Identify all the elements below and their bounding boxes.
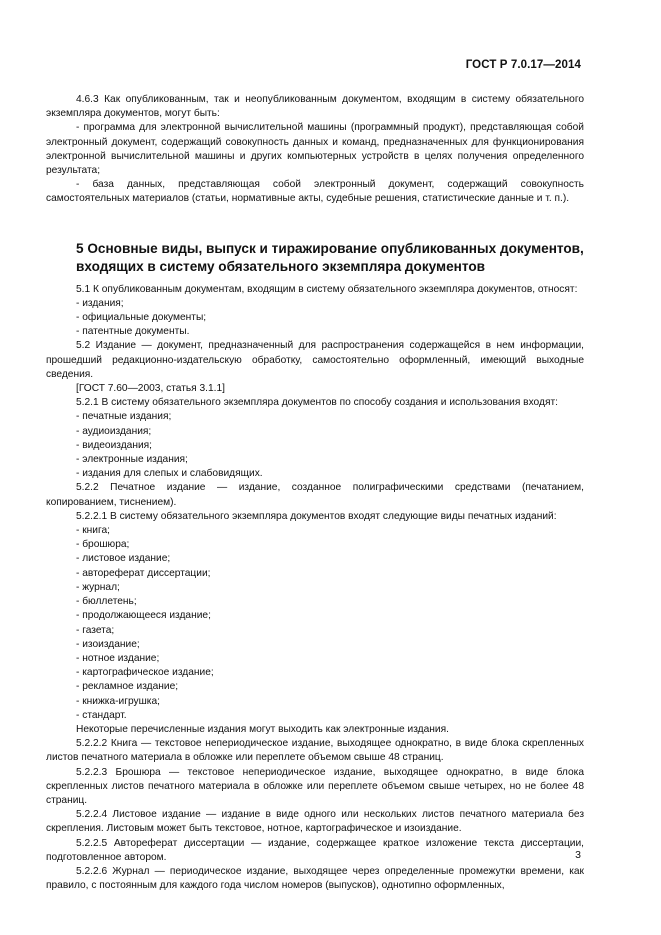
reference-5-2: [ГОСТ 7.60—2003, статья 3.1.1]: [76, 383, 226, 395]
list-item-5-1-official: - официальные документы;: [76, 312, 207, 324]
paragraph-5-1: 5.1 К опубликованным документам, входящим в систему обязательного экземпляра документов, относят:: [76, 283, 578, 295]
list-item-5-2-1: - видеоиздания;: [76, 439, 153, 451]
list-item-5-1-patent: - патентные документы.: [76, 326, 190, 338]
paragraph-5-2-2-1: 5.2.2.1 В систему обязательного экземпляра документов входят следующие виды печатных изданий:: [76, 510, 557, 522]
list-item-5-2-1: - издания для слепых и слабовидящих.: [76, 468, 263, 480]
list-item-5-2-2-1: - стандарт.: [76, 709, 127, 721]
paragraph-5-2-2-3: 5.2.2.3 Брошюра — текстовое непериодическое издание, выходящее однократно, в виде блока скрепленных листов печатного материала в обложке или переплете объемом свыше четырех, но не более 48 страниц.: [46, 766, 584, 806]
paragraph-5-2-2-5: 5.2.2.5 Автореферат диссертации — издание, содержащее краткое изложение текста диссертации, подготовленное автором.: [46, 837, 584, 863]
paragraph-5-2-2-6: 5.2.2.6 Журнал — периодическое издание, выходящее через определенные промежутки времени, как правило, с постоянным для каждого года числом номеров (выпусков), однотипно оформленных,: [46, 865, 584, 892]
list-item-5-1-editions: - издания;: [76, 297, 124, 309]
list-item-5-2-2-1: - брошюра;: [76, 539, 130, 551]
list-item-5-2-2-1: - книжка-игрушка;: [76, 695, 160, 707]
list-item-5-2-2-1: - нотное издание;: [76, 652, 160, 664]
list-item-5-2-2-1: - журнал;: [76, 581, 120, 593]
page-number: 3: [575, 849, 581, 861]
list-item-5-2-2-1: - продолжающееся издание;: [76, 610, 211, 622]
list-item-5-2-1: - аудиоиздания;: [76, 425, 152, 437]
paragraph-4-6-3: 4.6.3 Как опубликованным, так и неопубликованным документом, входящим в систему обязательного экземпляра документов, могут быть:: [46, 94, 584, 120]
list-item-5-2-2-1: - автореферат диссертации;: [76, 567, 211, 579]
paragraph-5-2-2: 5.2.2 Печатное издание — издание, созданное полиграфическими средствами (печатанием, копированием, тиснением).: [46, 482, 584, 508]
paragraph-5-2-2-4: 5.2.2.4 Листовое издание — издание в виде одного или нескольких листов печатного материала без скрепления. Листовым может быть текстовое, нотное, картографическое и изоиздание.: [46, 809, 584, 835]
section-5-title: 5 Основные виды, выпуск и тиражирование опубликованных документов, входящих в систему обязательного экземпляра документов: [76, 240, 584, 274]
list-item-4-6-3-program: - программа для электронной вычислительной машины (программный продукт), представляющая собой электронный документ, содержащий совокупность данных и команд, предназначенных для функционирования электронной вычислительной машины и других компьютерных устройств в целях получения определенного результата;: [46, 122, 584, 177]
list-item-5-2-2-1: - рекламное издание;: [76, 681, 179, 693]
list-item-5-2-2-1: - картографическое издание;: [76, 667, 214, 679]
paragraph-5-2-2-2: 5.2.2.2 Книга — текстовое непериодическое издание, выходящее однократно, в виде блока скрепленных листов печатного материала в обложке или переплете объемом свыше 48 страниц.: [46, 738, 584, 764]
list-item-5-2-2-1: - бюллетень;: [76, 596, 137, 608]
list-item-5-2-1: - печатные издания;: [76, 411, 172, 423]
list-item-4-6-3-database: - база данных, представляющая собой электронный документ, содержащий совокупность самостоятельных материалов (статьи, нормативные акты, судебные решения, статистические данные и т. п.).: [46, 179, 584, 205]
note-electronic-editions: Некоторые перечисленные издания могут выходить как электронные издания.: [76, 723, 449, 735]
list-item-5-2-1: - электронные издания;: [76, 454, 188, 466]
list-item-5-2-2-1: - изоиздание;: [76, 638, 140, 650]
list-item-5-2-2-1: - книга;: [76, 525, 110, 537]
paragraph-5-2-1: 5.2.1 В систему обязательного экземпляра документов по способу создания и использования входят:: [76, 397, 558, 409]
standard-header: ГОСТ Р 7.0.17—2014: [465, 59, 581, 71]
list-item-5-2-2-1: - листовое издание;: [76, 553, 171, 565]
page-content: [46, 93, 584, 893]
list-item-5-2-2-1: - газета;: [76, 624, 115, 636]
paragraph-5-2: 5.2 Издание — документ, предназначенный для распространения содержащейся в нем информации, прошедший редакционно-издательскую обработку, самостоятельно оформленный, имеющий выходные сведения.: [46, 340, 584, 380]
